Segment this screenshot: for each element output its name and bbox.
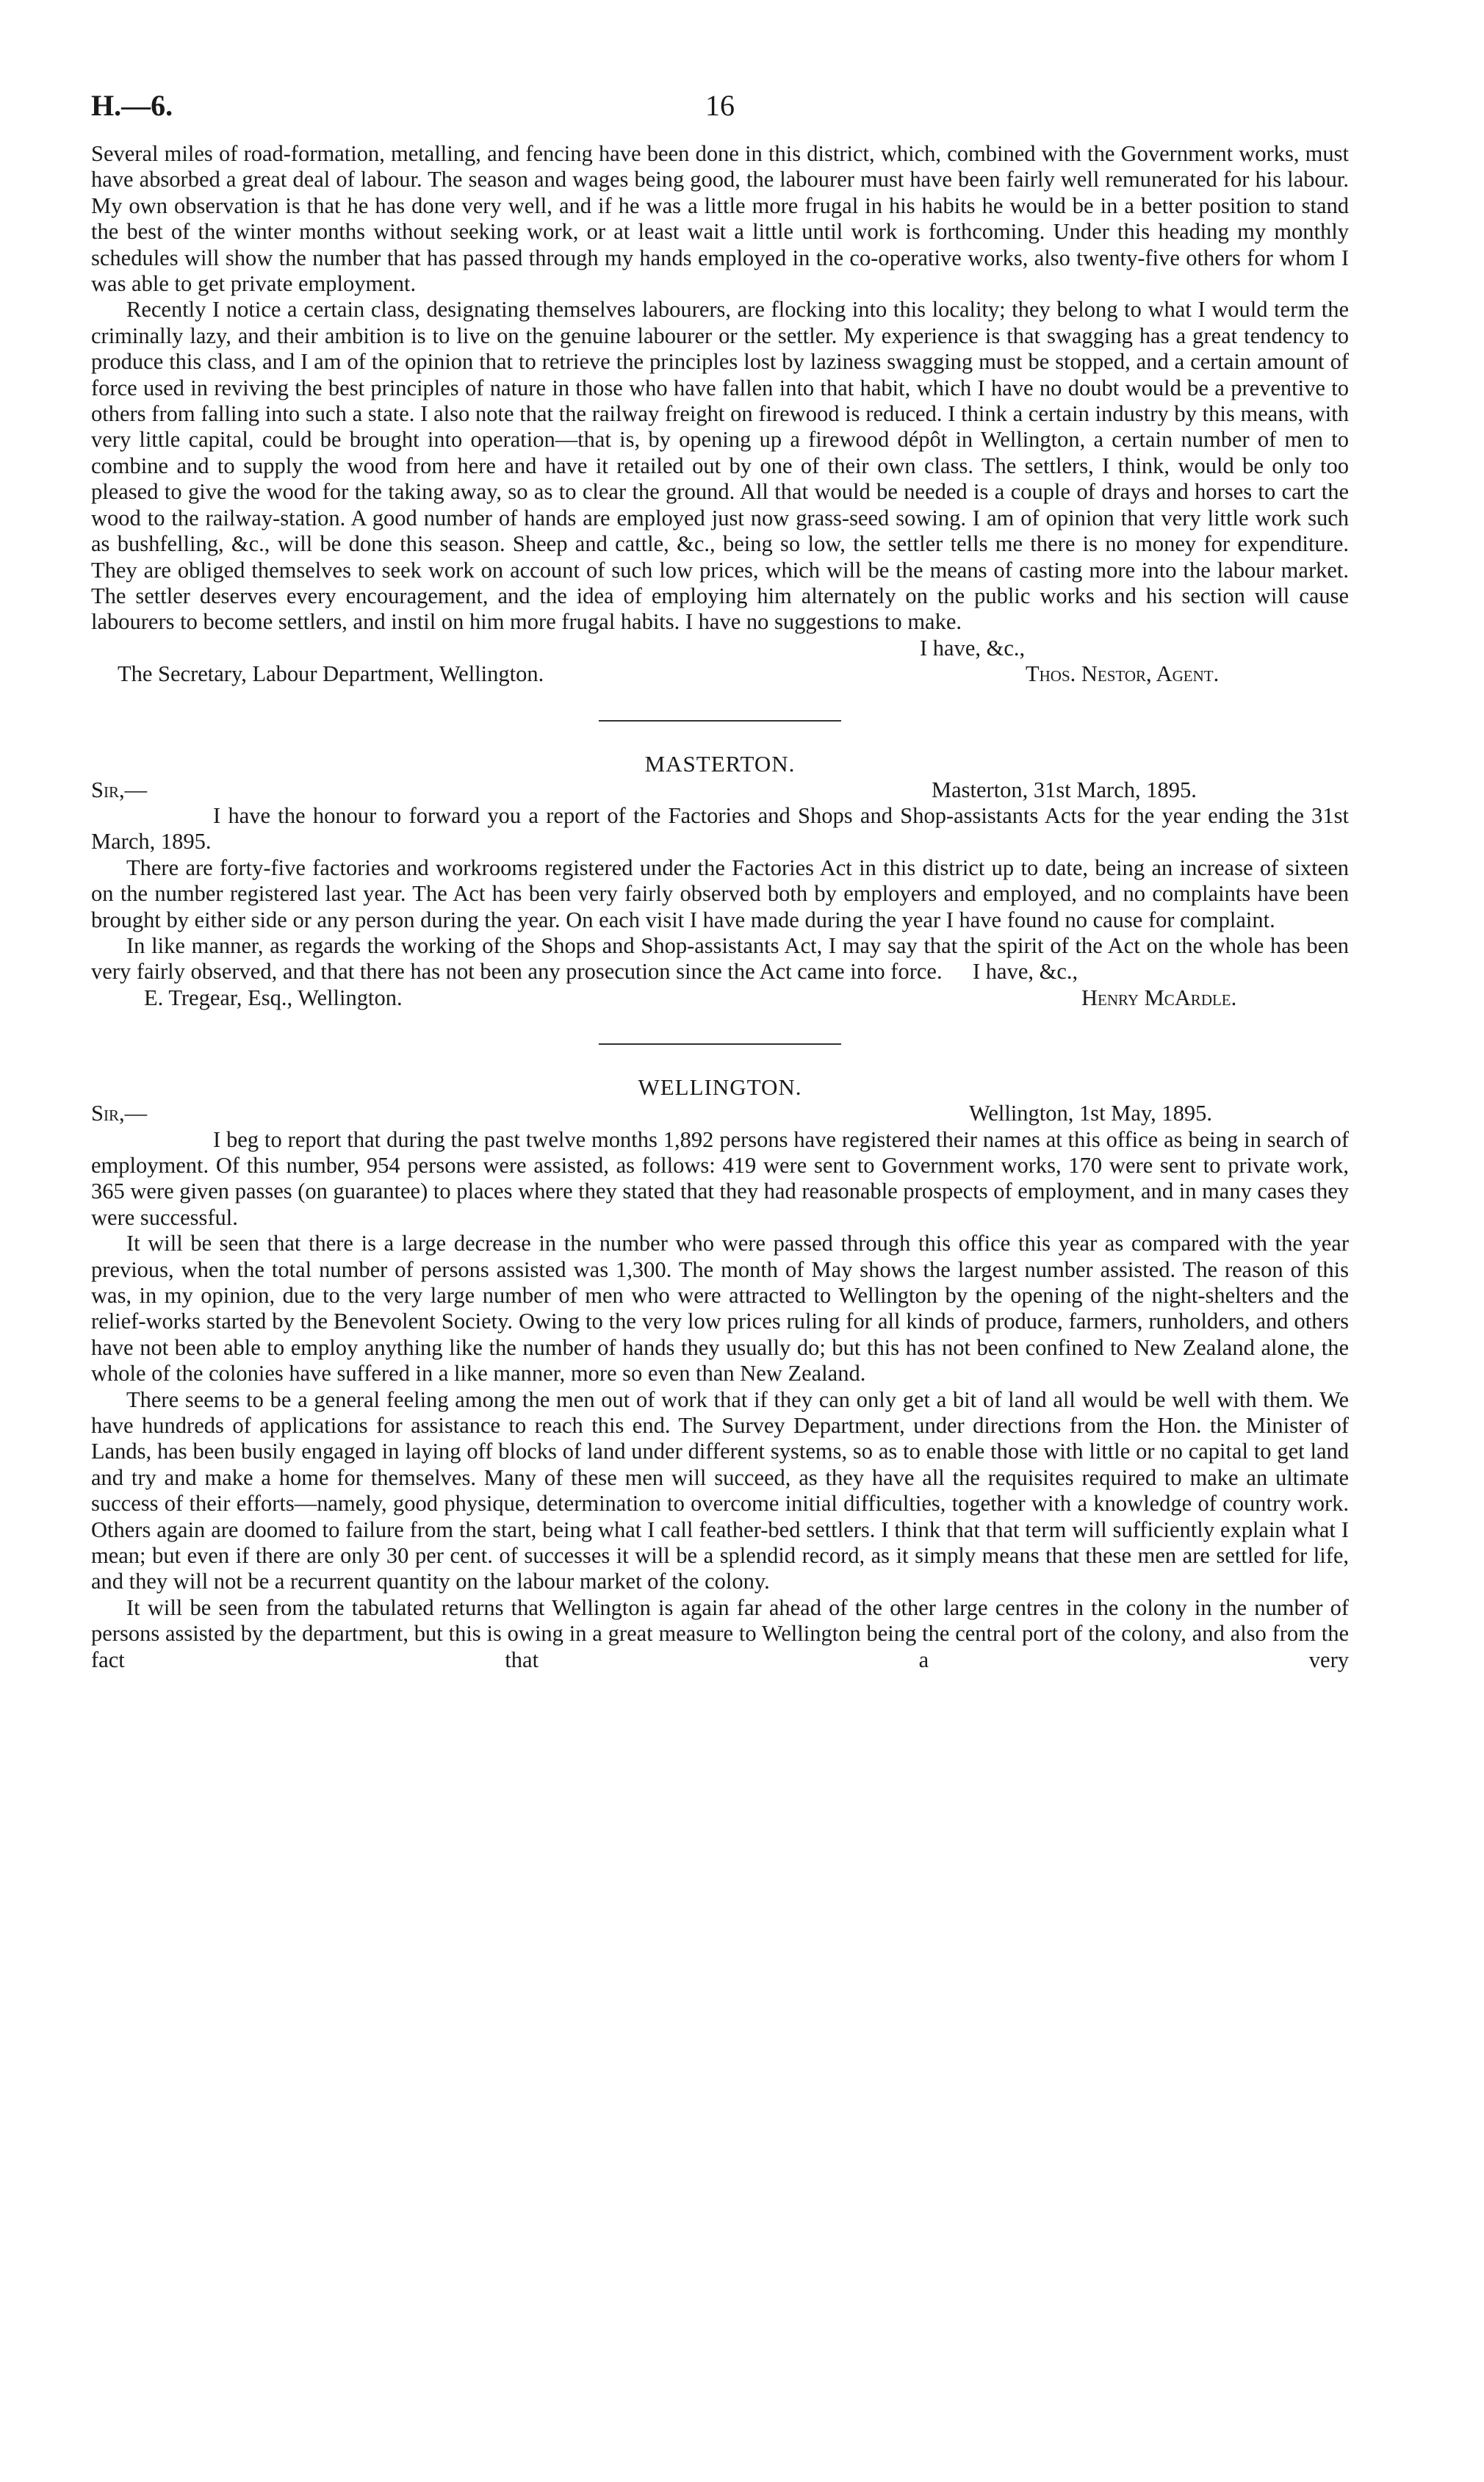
body-paragraph: Several miles of road-formation, metalling, and fencing have been done in this district, which, combined with the Government works, must have absorbed a great deal of labour. The season and wages being good, the labourer must have been fairly well remunerated for his labour. My own observation is that he has done very well, and if he was a little more frugal in his habits he would be in a better position to stand the best of the winter months without seeking work, or at least wait a little until work is forthcoming. Under this heading my monthly schedules will show the number that has passed through my hands employed in the co-operative works, also twenty-five others for whom I was able to get private employment. xyxy=(91,141,1349,297)
masterton-report xyxy=(91,751,1349,1012)
closing-formula: I have, &c., xyxy=(973,959,1078,985)
addressee-row xyxy=(91,661,1349,687)
addressee: The Secretary, Labour Department, Wellington. xyxy=(118,661,544,687)
body-paragraph: There seems to be a general feeling among the men out of work that if they can only get a bit of land all would be well with them. We have hundreds of applications for assistance to reach this end. The Survey Department, under directions from the Hon. the Minister of Lands, has been busily engaged in laying off blocks of land under different systems, so as to enable those with little or no capital to get land and try and make a home for themselves. Many of these men will succeed, as they have all the requisites required to make an ultimate success of their efforts—namely, good physique, determination to overcome initial difficulties, together with a knowledge of country work. Others again are doomed to failure from the start, being what I call feather-bed settlers. I think that that term will sufficiently explain what I mean; but even if there are only 30 per cent. of successes it will be a splendid record, as it simply means that these men are settled for life, and they will not be a recurrent quantity on the labour market of the colony. xyxy=(91,1386,1349,1594)
closing-row xyxy=(91,959,1349,985)
signature: Henry McArdle. xyxy=(1081,985,1237,1010)
closing-formula: I have, &c., xyxy=(920,635,1026,661)
body-paragraph: It will be seen that there is a large decrease in the number who were passed through this office this year as compared with the year previous, when the total number of persons assisted was 1,300. The month of May shows the largest number assisted. The reason of this was, in my opinion, due to the very large number of men who were attracted to Wellington by the opening of the night-shelters and the relief-works started by the Benevolent Society. Owing to the very low prices ruling for all kinds of produce, farmers, runholders, and others have not been able to employ anything like the number of hands they usually do; but this has not been confined to New Zealand alone, the whole of the colonies have suffered in a like manner, more so even than New Zealand. xyxy=(91,1231,1349,1386)
salutation: Sir,— xyxy=(91,777,148,802)
signature: Thos. Nestor, Agent. xyxy=(1026,661,1220,687)
body-paragraph: In like manner, as regards the working of the Shops and Shop-assistants Act, I may say that the spirit of the Act on the whole has been very fairly observed, and that there has not been any prosecution since the Act came into force. xyxy=(91,932,1349,985)
wellington-report xyxy=(91,1074,1349,1673)
salutation-row xyxy=(91,1101,1349,1126)
body-paragraph: Recently I notice a certain class, designating themselves labourers, are flocking into this locality; they belong to what I would term the criminally lazy, and their ambition is to live on the genuine labourer or the settler. My experience is that swagging has a great tendency to produce this class, and I am of the opinion that to retrieve the principles lost by laziness swagging must be stopped, and a certain amount of force used in reviving the best principles of nature in those who have fallen into that habit, which I have no doubt would be a preventive to others from falling into such a state. I also note that the railway freight on firewood is reduced. I think a certain industry by this means, with very little capital, could be brought into operation—that is, by opening up a firewood dépôt in Wellington, a certain number of men to combine and to supply the wood from here and have it retailed out by one of their own class. The settlers, I think, would be only too pleased to give the wood for the taking away, so as to clear the ground. All that would be needed is a couple of drays and horses to cart the wood to the railway-station. A good number of hands are employed just now grass-seed sowing. I am of opinion that very little work such as bushfelling, &c., will be done this season. Sheep and cattle, &c., being so low, the settler tells me there is no money for expenditure. They are obliged themselves to seek work on account of such low prices, which will be the means of casting more into the labour market. The settler deserves every encouragement, and the idea of employing him alternately on the public works and his section will cause labourers to become settlers, and instil on him more frugal habits. I have no suggestions to make. xyxy=(91,297,1349,635)
dateline: Wellington, 1st May, 1895. xyxy=(969,1101,1213,1126)
document-reference: H.—6. xyxy=(91,89,173,122)
page-number: 16 xyxy=(705,89,735,122)
closing-row xyxy=(91,636,1349,661)
salutation-row xyxy=(91,777,1349,803)
section-heading: WELLINGTON. xyxy=(638,1074,802,1101)
page-header xyxy=(91,88,1349,141)
addressee-row xyxy=(91,985,1349,1011)
body-paragraph: I have the honour to forward you a report of the Factories and Shops and Shop-assistants Acts for the year ending the 31st March, 1895. xyxy=(91,802,1349,855)
document-page xyxy=(91,88,1349,1673)
body-paragraph: It will be seen from the tabulated returns that Wellington is again far ahead of the other large centres in the colony in the number of persons assisted by the department, but this is owing in a great measure to Wellington being the central port of the colony, and also from the fact that a very xyxy=(91,1594,1349,1672)
section-heading: MASTERTON. xyxy=(644,750,796,777)
body-paragraph: There are forty-five factories and workrooms registered under the Factories Act in this district up to date, being an increase of sixteen on the number registered last year. The Act has been very fairly observed both by employers and employed, and no complaints have been brought by either side or any person during the year. On each visit I have made during the year I have found no cause for complaint. xyxy=(91,855,1349,932)
addressee: E. Tregear, Esq., Wellington. xyxy=(144,985,403,1010)
dateline: Masterton, 31st March, 1895. xyxy=(932,777,1197,802)
body-paragraph: I beg to report that during the past twelve months 1,892 persons have registered their names at this office as being in search of employment. Of this number, 954 persons were assisted, as follows: 419 were sent to Government works, 170 were sent to private work, 365 were given passes (on guarantee) to places where they stated that they had reasonable prospects of employment, and in many cases they were successful. xyxy=(91,1126,1349,1230)
report-continuation xyxy=(91,141,1349,688)
salutation: Sir,— xyxy=(91,1101,148,1126)
